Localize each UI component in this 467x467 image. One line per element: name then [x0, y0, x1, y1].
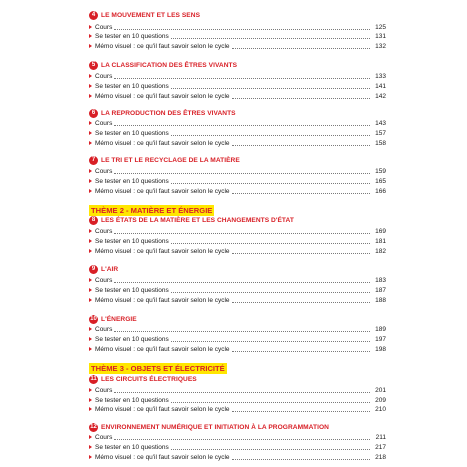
- entry-label: Mémo visuel : ce qu'il faut savoir selon le cycle: [95, 405, 230, 413]
- toc-entry[interactable]: [89, 276, 386, 284]
- arrow-right-icon: [89, 445, 92, 449]
- entry-page-number: 158: [375, 139, 386, 147]
- arrow-right-icon: [89, 169, 92, 173]
- chapter-number-badge: 11: [90, 376, 97, 382]
- dotted-leader: [114, 121, 370, 126]
- entry-page-number: 189: [375, 325, 386, 333]
- entry-page-number: 210: [375, 405, 386, 413]
- toc-entry[interactable]: [89, 405, 386, 413]
- dotted-leader: [171, 445, 370, 450]
- dotted-leader: [232, 407, 370, 412]
- entry-label: Cours: [95, 276, 113, 284]
- dotted-leader: [171, 131, 370, 136]
- dotted-leader: [171, 84, 370, 89]
- toc-entry[interactable]: [89, 42, 386, 50]
- entry-label: Cours: [95, 325, 113, 333]
- entry-label: Cours: [95, 227, 113, 235]
- arrow-right-icon: [89, 141, 92, 145]
- toc-entry[interactable]: [89, 23, 386, 31]
- toc-entry[interactable]: [89, 119, 386, 127]
- arrow-right-icon: [89, 455, 92, 459]
- toc-entry[interactable]: [89, 129, 386, 137]
- arrow-right-icon: [89, 288, 92, 292]
- chapter-number-badge: 6: [89, 109, 98, 118]
- entry-label: Mémo visuel : ce qu'il faut savoir selon le cycle: [95, 453, 230, 461]
- toc-entry[interactable]: [89, 237, 386, 245]
- entry-page-number: 181: [375, 237, 386, 245]
- entry-page-number: 166: [375, 187, 386, 195]
- entry-label: Mémo visuel : ce qu'il faut savoir selon le cycle: [95, 187, 230, 195]
- toc-entry[interactable]: [89, 167, 386, 175]
- chapter-number-badge: 5: [89, 61, 98, 70]
- dotted-leader: [114, 74, 370, 79]
- arrow-right-icon: [89, 179, 92, 183]
- chapter-title: LE TRI ET LE RECYCLAGE DE LA MATIÈRE: [101, 156, 240, 164]
- entry-label: Se tester en 10 questions: [95, 396, 169, 404]
- chapter-title: LA REPRODUCTION DES ÊTRES VIVANTS: [101, 109, 236, 117]
- entry-page-number: 182: [375, 247, 386, 255]
- toc-entry[interactable]: [89, 325, 386, 333]
- entry-page-number: 133: [375, 72, 386, 80]
- entry-page-number: 169: [375, 227, 386, 235]
- dotted-leader: [114, 278, 370, 283]
- arrow-right-icon: [89, 435, 92, 439]
- toc-entry[interactable]: [89, 72, 386, 80]
- chapter-heading: [89, 422, 389, 432]
- entry-page-number: 143: [375, 119, 386, 127]
- entry-page-number: 183: [375, 276, 386, 284]
- entry-label: Se tester en 10 questions: [95, 32, 169, 40]
- arrow-right-icon: [89, 25, 92, 29]
- dotted-leader: [171, 337, 370, 342]
- dotted-leader: [171, 179, 370, 184]
- chapter-heading: [89, 60, 389, 70]
- toc-entry[interactable]: [89, 247, 386, 255]
- entry-label: Cours: [95, 72, 113, 80]
- dotted-leader: [232, 298, 370, 303]
- chapter-heading: [89, 264, 389, 274]
- dotted-leader: [171, 34, 370, 39]
- toc-entry[interactable]: [89, 139, 386, 147]
- chapter-number-badge: 8: [89, 216, 98, 225]
- toc-entry[interactable]: [89, 453, 386, 461]
- entry-page-number: 157: [375, 129, 386, 137]
- dotted-leader: [232, 44, 370, 49]
- arrow-right-icon: [89, 278, 92, 282]
- arrow-right-icon: [89, 229, 92, 233]
- dotted-leader: [171, 398, 370, 403]
- toc-entry[interactable]: [89, 433, 386, 441]
- entry-page-number: 165: [375, 177, 386, 185]
- chapter-title: LA CLASSIFICATION DES ÊTRES VIVANTS: [101, 61, 238, 69]
- entry-label: Mémo visuel : ce qu'il faut savoir selon le cycle: [95, 296, 230, 304]
- arrow-right-icon: [89, 94, 92, 98]
- entry-page-number: 217: [375, 443, 386, 451]
- toc-entry[interactable]: [89, 345, 386, 353]
- toc-entry[interactable]: [89, 92, 386, 100]
- arrow-right-icon: [89, 189, 92, 193]
- arrow-right-icon: [89, 44, 92, 48]
- arrow-right-icon: [89, 388, 92, 392]
- dotted-leader: [232, 347, 370, 352]
- dotted-leader: [114, 435, 370, 440]
- chapter-heading: [89, 10, 389, 20]
- dotted-leader: [232, 249, 370, 254]
- arrow-right-icon: [89, 131, 92, 135]
- arrow-right-icon: [89, 34, 92, 38]
- toc-entry[interactable]: [89, 227, 386, 235]
- entry-page-number: 209: [375, 396, 386, 404]
- dotted-leader: [114, 388, 370, 393]
- entry-label: Cours: [95, 167, 113, 175]
- theme-heading: THÈME 2 - MATIÈRE ET ÉNERGIE: [91, 206, 213, 215]
- arrow-right-icon: [89, 249, 92, 253]
- dotted-leader: [232, 141, 370, 146]
- entry-page-number: 188: [375, 296, 386, 304]
- toc-entry[interactable]: [89, 443, 386, 451]
- arrow-right-icon: [89, 84, 92, 88]
- entry-label: Se tester en 10 questions: [95, 82, 169, 90]
- entry-label: Mémo visuel : ce qu'il faut savoir selon le cycle: [95, 42, 230, 50]
- dotted-leader: [114, 327, 370, 332]
- entry-label: Se tester en 10 questions: [95, 129, 169, 137]
- toc-entry[interactable]: [89, 82, 386, 90]
- arrow-right-icon: [89, 398, 92, 402]
- entry-page-number: 211: [375, 433, 386, 441]
- entry-label: Se tester en 10 questions: [95, 335, 169, 343]
- entry-page-number: 131: [375, 32, 386, 40]
- arrow-right-icon: [89, 121, 92, 125]
- entry-label: Mémo visuel : ce qu'il faut savoir selon le cycle: [95, 92, 230, 100]
- dotted-leader: [171, 239, 370, 244]
- toc-entry[interactable]: [89, 335, 386, 343]
- arrow-right-icon: [89, 327, 92, 331]
- entry-page-number: 218: [375, 453, 386, 461]
- entry-label: Cours: [95, 23, 113, 31]
- entry-page-number: 159: [375, 167, 386, 175]
- entry-label: Se tester en 10 questions: [95, 443, 169, 451]
- chapter-number-badge: 12: [90, 424, 97, 430]
- toc-entry[interactable]: [89, 177, 386, 185]
- entry-page-number: 201: [375, 386, 386, 394]
- dotted-leader: [114, 229, 370, 234]
- toc-entry[interactable]: [89, 286, 386, 294]
- entry-page-number: 125: [375, 23, 386, 31]
- chapter-title: LE MOUVEMENT ET LES SENS: [101, 11, 201, 19]
- arrow-right-icon: [89, 239, 92, 243]
- chapter-title: L'AIR: [101, 265, 119, 273]
- chapter-title: ENVIRONNEMENT NUMÉRIQUE ET INITIATION À LA PROGRAMMATION: [101, 423, 329, 431]
- entry-label: Cours: [95, 433, 113, 441]
- entry-label: Cours: [95, 119, 113, 127]
- entry-page-number: 187: [375, 286, 386, 294]
- entry-page-number: 142: [375, 92, 386, 100]
- toc-entry[interactable]: [89, 296, 386, 304]
- entry-label: Cours: [95, 386, 113, 394]
- chapter-heading: [89, 155, 389, 165]
- entry-label: Se tester en 10 questions: [95, 237, 169, 245]
- arrow-right-icon: [89, 337, 92, 341]
- entry-label: Mémo visuel : ce qu'il faut savoir selon le cycle: [95, 139, 230, 147]
- toc-entry[interactable]: [89, 32, 386, 40]
- toc-entry[interactable]: [89, 187, 386, 195]
- entry-label: Mémo visuel : ce qu'il faut savoir selon le cycle: [95, 345, 230, 353]
- arrow-right-icon: [89, 74, 92, 78]
- entry-page-number: 132: [375, 42, 386, 50]
- chapter-number-badge: 4: [89, 11, 98, 20]
- arrow-right-icon: [89, 407, 92, 411]
- chapter-heading: [89, 108, 389, 118]
- arrow-right-icon: [89, 298, 92, 302]
- chapter-number-badge: 7: [89, 156, 98, 165]
- dotted-leader: [232, 189, 370, 194]
- dotted-leader: [232, 94, 370, 99]
- chapter-number-badge: 9: [89, 265, 98, 274]
- chapter-title: LES CIRCUITS ÉLECTRIQUES: [101, 375, 197, 383]
- toc-entry[interactable]: [89, 386, 386, 394]
- dotted-leader: [171, 288, 370, 293]
- dotted-leader: [114, 25, 370, 30]
- toc-entry[interactable]: [89, 396, 386, 404]
- chapter-heading: [89, 374, 389, 384]
- chapter-title: LES ÉTATS DE LA MATIÈRE ET LES CHANGEMENTS D'ÉTAT: [101, 216, 294, 224]
- chapter-number-badge: 10: [90, 316, 97, 322]
- arrow-right-icon: [89, 347, 92, 351]
- entry-label: Se tester en 10 questions: [95, 177, 169, 185]
- entry-page-number: 198: [375, 345, 386, 353]
- dotted-leader: [232, 455, 370, 460]
- entry-page-number: 141: [375, 82, 386, 90]
- theme-heading: THÈME 3 - OBJETS ET ÉLECTRICITÉ: [91, 364, 225, 373]
- dotted-leader: [114, 169, 370, 174]
- chapter-heading: [89, 215, 389, 225]
- chapter-heading: [89, 314, 389, 324]
- entry-label: Mémo visuel : ce qu'il faut savoir selon le cycle: [95, 247, 230, 255]
- entry-page-number: 197: [375, 335, 386, 343]
- chapter-title: L'ÉNERGIE: [101, 315, 137, 323]
- entry-label: Se tester en 10 questions: [95, 286, 169, 294]
